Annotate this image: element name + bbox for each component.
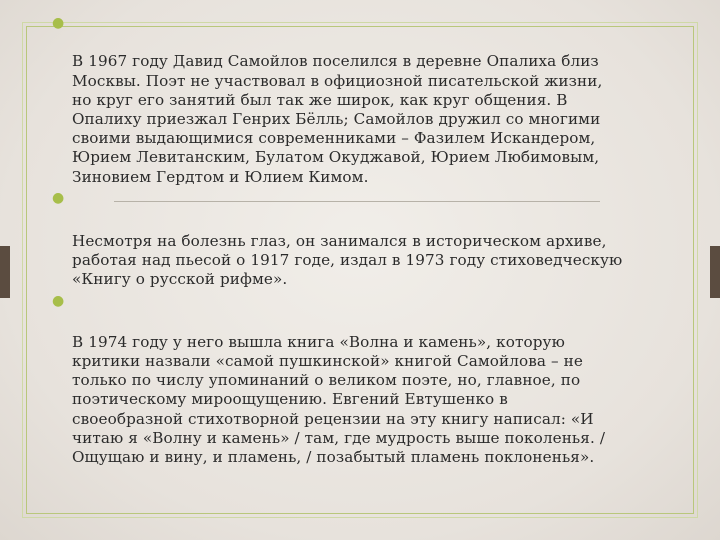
paragraph-2-text: Несмотря на болезнь глаз, он занимался в историческом архиве, работая над пьесой о 1917 годе, издал в 1973 году стиховедческую «Книгу о русской рифме».	[72, 232, 623, 289]
slide-content	[52, 14, 688, 467]
bullet-dot-icon: ●	[52, 292, 65, 309]
right-edge-tab	[710, 246, 720, 298]
bullet-dot-icon: ●	[52, 15, 65, 31]
bullet-paragraph-1	[52, 14, 688, 187]
horizontal-rule	[114, 201, 600, 202]
empty-bullet-line	[52, 189, 688, 211]
paragraph-3-text: В 1974 году у него вышла книга «Волна и камень», которую критики назвали «самой пушкинской» книгой Самойлова – не только по числу упоминаний о великом поэте, но, главное, по поэтическому мироощущению. Евгений Евтушенко в своеобразной стихотворной рецензии на эту книгу написал: «И читаю я «Волну и камень» / там, где мудрость выше поколенья. / Ощущаю и вину, и пламень, / позабытый пламень поклоненья».	[72, 332, 606, 467]
empty-bullet-line-2	[52, 292, 688, 314]
bullet-paragraph-3	[56, 314, 688, 468]
bullet-dot-icon: ●	[52, 189, 65, 206]
paragraph-1-text: В 1967 году Давид Самойлов поселился в деревне Опалиха близ Москвы. Поэт не участвовал в официозной писательской жизни, но круг его занятий был так же широк, как круг общения. В Опалиху приезжал Генрих Бёлль; Самойлов дружил со многими своими выдающимися современниками – Фазилем Искандером, Юрием Левитанским, Булатом Окуджавой, Юрием Любимовым, Зиновием Гердтом и Юлием Кимом.	[72, 52, 603, 186]
bullet-paragraph-2	[56, 213, 688, 290]
left-edge-tab	[0, 246, 10, 298]
